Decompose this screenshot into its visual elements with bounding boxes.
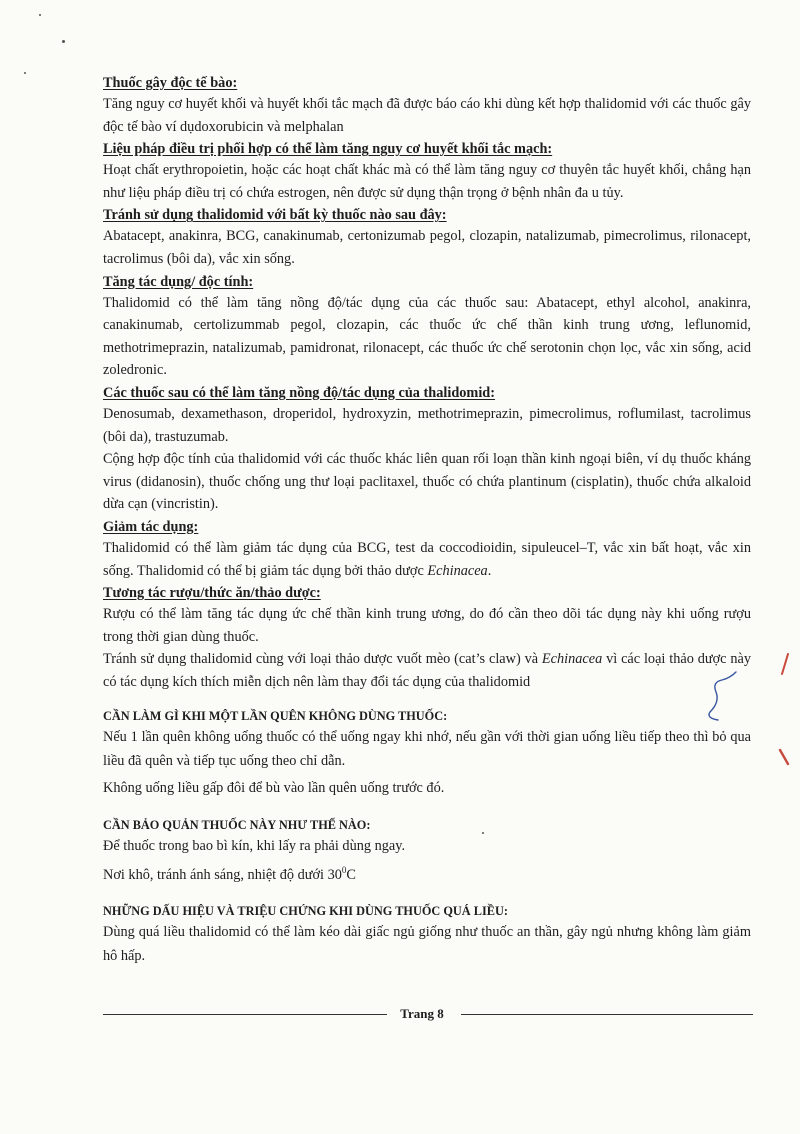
temperature-superscript: 0 — [341, 865, 347, 876]
red-mark — [776, 650, 796, 770]
section-heading: Thuốc gây độc tế bào: — [103, 75, 238, 91]
scan-speck — [24, 72, 26, 74]
page-number: Trang 8 — [400, 1006, 444, 1021]
section-alcohol-food-herb — [103, 583, 751, 693]
block-storage — [103, 817, 751, 887]
section-heading: Tránh sử dụng thalidomid với bất kỳ thuốc nào sau đây: — [103, 207, 447, 224]
scan-speck — [482, 832, 484, 834]
paragraph-text: Nơi khô, tránh ánh sáng, nhiệt độ dưới 30 — [103, 867, 342, 884]
section-heading: Liệu pháp điều trị phối hợp có thể làm tăng nguy cơ huyết khối tắc mạch: — [103, 141, 553, 158]
block-overdose — [103, 903, 751, 968]
scan-speck — [62, 40, 65, 43]
section-drugs-increasing-thalidomid — [103, 383, 751, 516]
page-footer — [103, 1004, 753, 1024]
page-content — [103, 66, 751, 968]
section-paragraph: Hoạt chất erythropoietin, hoặc các hoạt chất khác mà có thể làm tăng nguy cơ thuyên tắc huyết khối, chẳng hạn như liệu pháp điều trị có chứa estrogen, nên được sử dụng thận trọng ở bệnh nhân đa u tủy. — [103, 162, 751, 201]
herb-name: Echinacea — [541, 651, 603, 668]
section-heading: Tăng tác dụng/ độc tính: — [103, 273, 254, 290]
temperature-unit: C — [346, 867, 356, 884]
section-combination-therapy — [103, 139, 751, 204]
section-avoid-combination — [103, 205, 751, 270]
footer-rule-right — [461, 1014, 753, 1015]
section-paragraph: Thalidomid có thể làm tăng nồng độ/tác dụng của các thuốc sau: Abatacept, ethyl alcohol, anakinra, canakinumab, certolizummab pegol, clozapin, các thuốc ức chế thần kinh trung ương, leflunomid, methotrimeprazin, natalizumab, pamidronat, rilonacept, các thuốc ức chế serotonin chọn lọc, vắc xin sống, acid zoledronic. — [103, 294, 751, 379]
section-decreased-effect — [103, 517, 751, 582]
block-title: NHỮNG DẤU HIỆU VÀ TRIỆU CHỨNG KHI DÙNG THUỐC QUÁ LIỀU: — [103, 904, 508, 919]
block-paragraph: Không uống liều gấp đôi để bù vào lần quên uống trước đó. — [103, 780, 445, 797]
block-title: CẦN BẢO QUẢN THUỐC NÀY NHƯ THẾ NÀO: — [103, 818, 371, 833]
section-heading: Các thuốc sau có thể làm tăng nồng độ/tác dụng của thalidomid: — [103, 384, 496, 401]
block-paragraph: Dùng quá liều thalidomid có thể làm kéo dài giấc ngủ giống như thuốc an thần, gây ngủ nhưng không làm giảm hô hấp. — [103, 924, 751, 965]
section-paragraph: Rượu có thể làm tăng tác dụng ức chế thần kinh trung ương, do đó cần theo dõi tác dụng này khi uống rượu trong thời gian dùng thuốc. — [103, 606, 751, 645]
section-paragraph — [103, 648, 751, 693]
paragraph-text: Thalidomid có thể làm giảm tác dụng của BCG, test da coccodioidin, sipuleucel–T, vắc xin bất hoạt, vắc xin sống. Thalidomid có thể bị giảm tác dụng bởi thảo dược — [103, 539, 751, 579]
section-paragraph: Tăng nguy cơ huyết khối và huyết khối tắc mạch đã được báo cáo khi dùng kết hợp thalidomid với các thuốc gây độc tế bào ví dụdoxorubicin và melphalan — [103, 96, 751, 135]
section-paragraph: Abatacept, anakinra, BCG, canakinumab, certonizumab pegol, clozapin, natalizumab, pimecrolimus, rilonacept, tacrolimus (bôi da), vắc xin sống. — [103, 228, 751, 267]
section-cytotoxic — [103, 73, 751, 138]
paragraph-text: vì các loại thảo dược này có tác dụng kích thích miễn dịch nên làm thay đổi tác dụng của thalidomid — [103, 651, 752, 690]
pen-mark — [692, 668, 752, 728]
section-paragraph — [103, 537, 751, 582]
footer-rule-left — [103, 1014, 387, 1015]
section-paragraph: Cộng hợp độc tính của thalidomid với các thuốc khác liên quan rối loạn thần kinh ngoại biên, ví dụ thuốc kháng virus (didanosin), thuốc chống ung thư loại paclitaxel, thuốc có chứa plantinum (cisplatin), thuốc chứa alkaloid dừa cạn (vincristin). — [103, 451, 751, 513]
block-paragraph: Để thuốc trong bao bì kín, khi lấy ra phải dùng ngay. — [103, 838, 406, 855]
paragraph-text: . — [487, 562, 492, 579]
block-paragraph: Nếu 1 lần quên không uống thuốc có thể uống ngay khi nhớ, nếu gần với thời gian uống liều tiếp theo thì bỏ qua liều đã quên và tiếp tục uống theo chỉ dẫn. — [103, 729, 751, 770]
block-paragraph — [103, 858, 751, 887]
block-title: CẦN LÀM GÌ KHI MỘT LẦN QUÊN KHÔNG DÙNG THUỐC: — [103, 709, 448, 724]
section-paragraph: Denosumab, dexamethason, droperidol, hydroxyzin, methotrimeprazin, pimecrolimus, roflumilast, tacrolimus (bôi da), trastuzumab. — [103, 405, 751, 445]
section-heading: Giảm tác dụng: — [103, 518, 199, 535]
section-increased-effect — [103, 272, 751, 382]
herb-name: Echinacea — [427, 562, 488, 579]
section-heading: Tương tác rượu/thức ăn/thảo dược: — [103, 585, 321, 602]
block-missed-dose — [103, 708, 751, 800]
scan-speck — [39, 14, 41, 16]
paragraph-text: Tránh sử dụng thalidomid cùng với loại thảo dược vuốt mèo (cat’s claw) và — [103, 651, 542, 668]
